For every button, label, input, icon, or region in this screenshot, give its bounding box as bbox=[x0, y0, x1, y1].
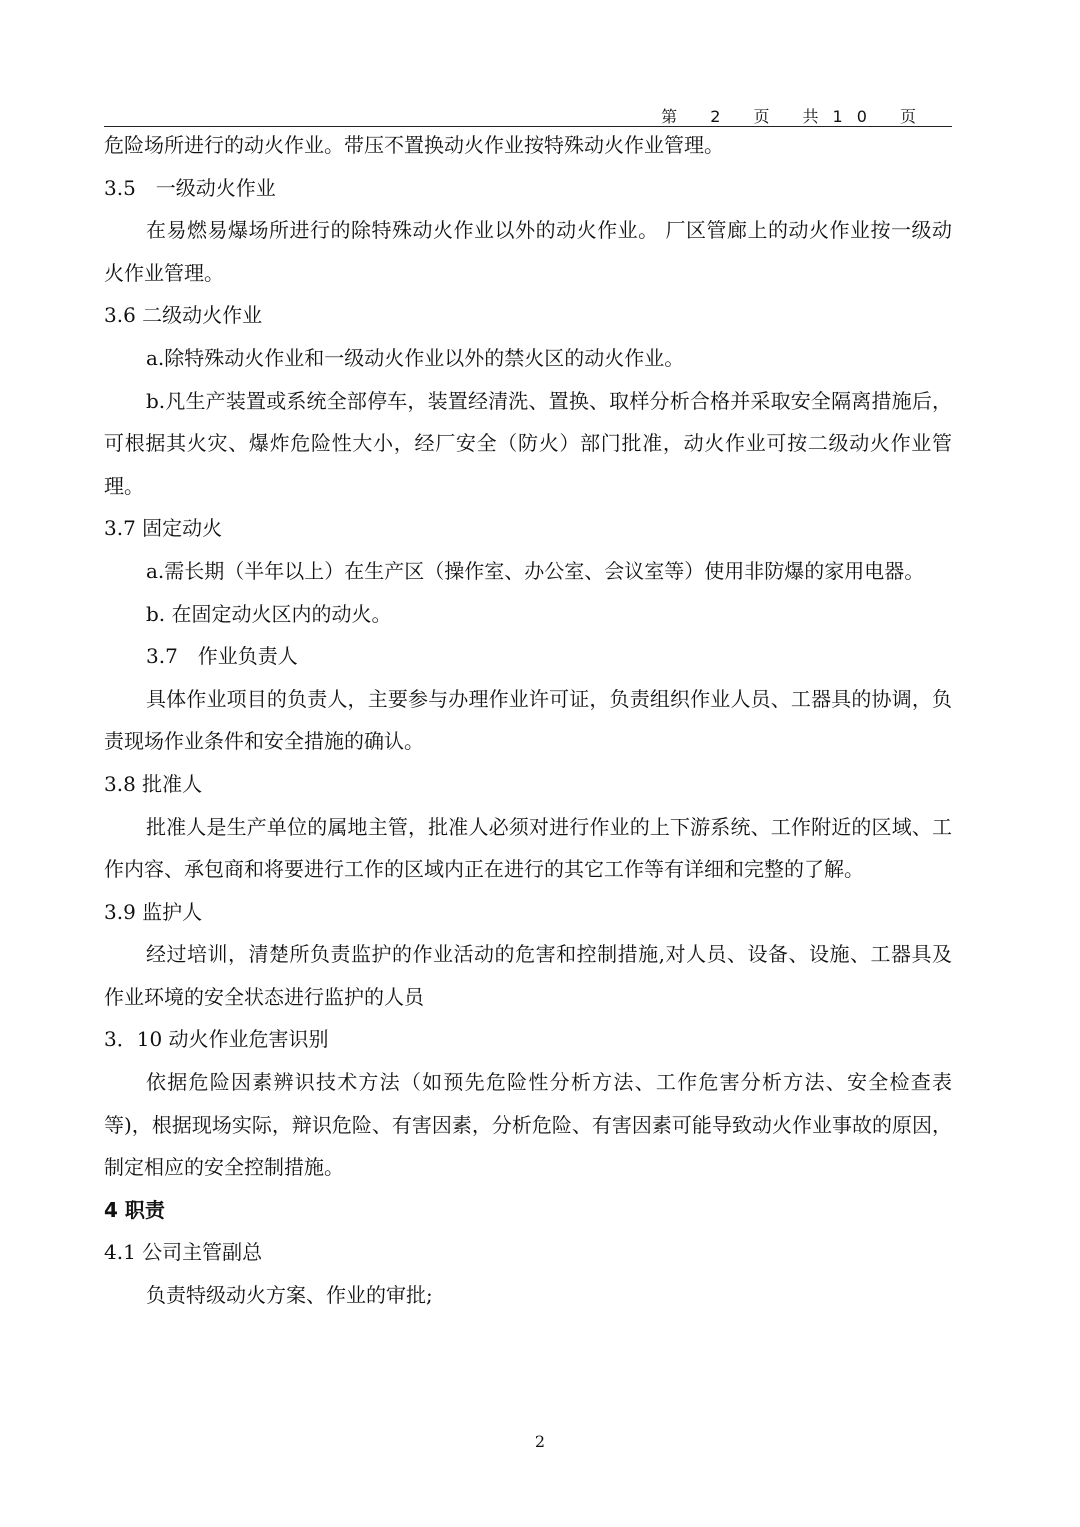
paragraph-1: 危险场所进行的动火作业。带压不置换动火作业按特殊动火作业管理。 bbox=[104, 133, 724, 157]
section-3-5-text: 在易燃易爆场所进行的除特殊动火作业以外的动火作业。 厂区管廊上的动火作业按一级动火作业管理。 bbox=[104, 218, 952, 285]
page-number: 2 bbox=[534, 1432, 546, 1451]
section-3-6-item-b: b.凡生产装置或系统全部停车，装置经清洗、置换、取样分析合格并采取安全隔离措施后，可根据其火灾、爆炸危险性大小，经厂安全（防火）部门批准，动火作业可按二级动火作业管理。 bbox=[104, 388, 952, 498]
section-4-1-heading: 4.1 公司主管副总 bbox=[104, 1240, 263, 1265]
section-4-heading: 4 职责 bbox=[104, 1197, 165, 1222]
section-3-7-heading: 3.7 固定动火 bbox=[104, 516, 223, 541]
section-3-5-heading: 3.5 一级动火作业 bbox=[104, 175, 276, 200]
section-3-7-item-b: b. 在固定动火区内的动火。 bbox=[146, 601, 392, 626]
section-3-6-item-a: a.除特殊动火作业和一级动火作业以外的禁火区的动火作业。 bbox=[146, 345, 685, 370]
page-indicator: 第 2 页 共10 页 bbox=[661, 107, 930, 126]
section-3-9-text: 经过培训，清楚所负责监护的作业活动的危害和控制措施,对人员、设备、设施、工器具及作业环境的安全状态进行监护的人员 bbox=[104, 942, 952, 1009]
section-3-7-item-a: a.需长期（半年以上）在生产区（操作室、办公室、会议室等）使用非防爆的家用电器。 bbox=[146, 558, 925, 583]
section-3-10-text: 依据危险因素辨识技术方法（如预先危险性分析方法、工作危害分析方法、安全检查表等)，根据现场实际，辩识危险、有害因素，分析危险、有害因素可能导致动火作业事故的原因，制定相应的安全控制措施。 bbox=[104, 1070, 952, 1180]
section-3-7b-heading: 3.7 作业负责人 bbox=[146, 644, 298, 669]
document-body bbox=[104, 124, 952, 1317]
section-3-7b-text: 具体作业项目的负责人，主要参与办理作业许可证，负责组织作业人员、工器具的协调，负责现场作业条件和安全措施的确认。 bbox=[104, 686, 952, 754]
section-3-8-heading: 3.8 批准人 bbox=[104, 771, 203, 796]
section-3-10-heading: 3．10 动火作业危害识别 bbox=[104, 1027, 329, 1052]
section-3-9-heading: 3.9 监护人 bbox=[104, 899, 203, 924]
section-3-8-text: 批准人是生产单位的属地主管，批准人必须对进行作业的上下游系统、工作附近的区域、工作内容、承包商和将要进行工作的区域内正在进行的其它工作等有详细和完整的了解。 bbox=[104, 814, 952, 882]
section-4-1-text: 负责特级动火方案、作业的审批; bbox=[146, 1283, 433, 1308]
section-3-6-heading: 3.6 二级动火作业 bbox=[104, 303, 263, 328]
